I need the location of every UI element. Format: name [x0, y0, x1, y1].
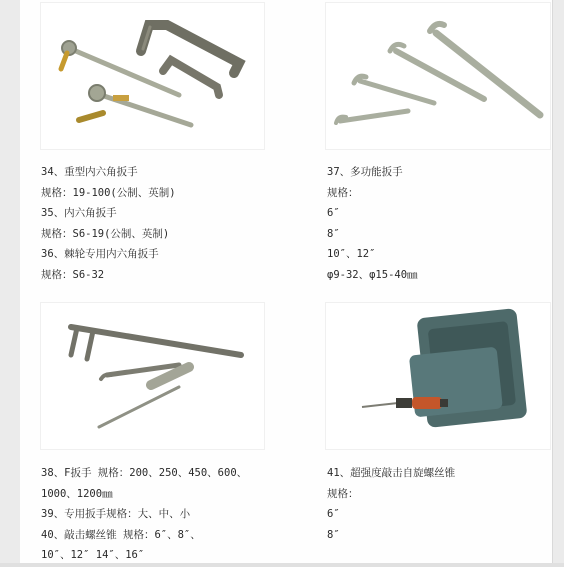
caption-line: φ9-32、φ15-40㎜ [327, 268, 418, 281]
product-photo-f-wrenches [41, 303, 264, 449]
caption-line: 规格：S6-19(公制、英制) [41, 227, 170, 240]
caption-line: 38、F扳手 规格：200、250、450、600、 [41, 467, 248, 479]
caption-line: 规格： [327, 487, 359, 500]
product-photo-hex-wrenches [41, 3, 264, 149]
product-caption-hex-wrenches [41, 162, 176, 285]
caption-line: 8″ [327, 528, 340, 541]
page-right-border [552, 0, 564, 567]
product-caption-impact-screwdriver [327, 463, 455, 545]
impact-screwdriver-illustration [326, 303, 550, 449]
caption-line: 37、多功能扳手 [327, 166, 403, 178]
multi-wrench-illustration [326, 3, 550, 149]
product-photo-impact-screwdriver [326, 303, 550, 449]
caption-line: 1000、1200㎜ [41, 487, 113, 500]
caption-line: 6″ [327, 207, 340, 219]
f-wrench-illustration [41, 303, 264, 449]
caption-line: 10″、12″ [327, 248, 376, 260]
caption-line: 41、超强度敲击自旋螺丝锥 [327, 467, 456, 479]
caption-line: 34、重型内六角扳手 [41, 166, 138, 178]
caption-line: 规格： [327, 186, 359, 199]
caption-line: 规格：S6-32 [41, 268, 105, 281]
caption-line: 36、棘轮专用内六角扳手 [41, 248, 159, 260]
caption-line: 40、敲击螺丝锥 规格：6″、8″、 [41, 528, 201, 541]
caption-line: 6″ [327, 508, 340, 520]
caption-line: 8″ [327, 227, 340, 240]
caption-line: 39、专用扳手规格：大、中、小 [41, 508, 191, 520]
product-caption-f-wrenches [41, 463, 247, 566]
product-caption-multi-function-wrenches [327, 162, 418, 285]
caption-line: 规格：19-100(公制、英制) [41, 186, 176, 199]
caption-line: 10″、12″ 14″、16″ [41, 549, 145, 561]
caption-line: 35、内六角扳手 [41, 207, 117, 219]
page-left-border [0, 0, 20, 567]
product-photo-multi-function-wrenches [326, 3, 550, 149]
hex-wrench-illustration [41, 3, 264, 149]
